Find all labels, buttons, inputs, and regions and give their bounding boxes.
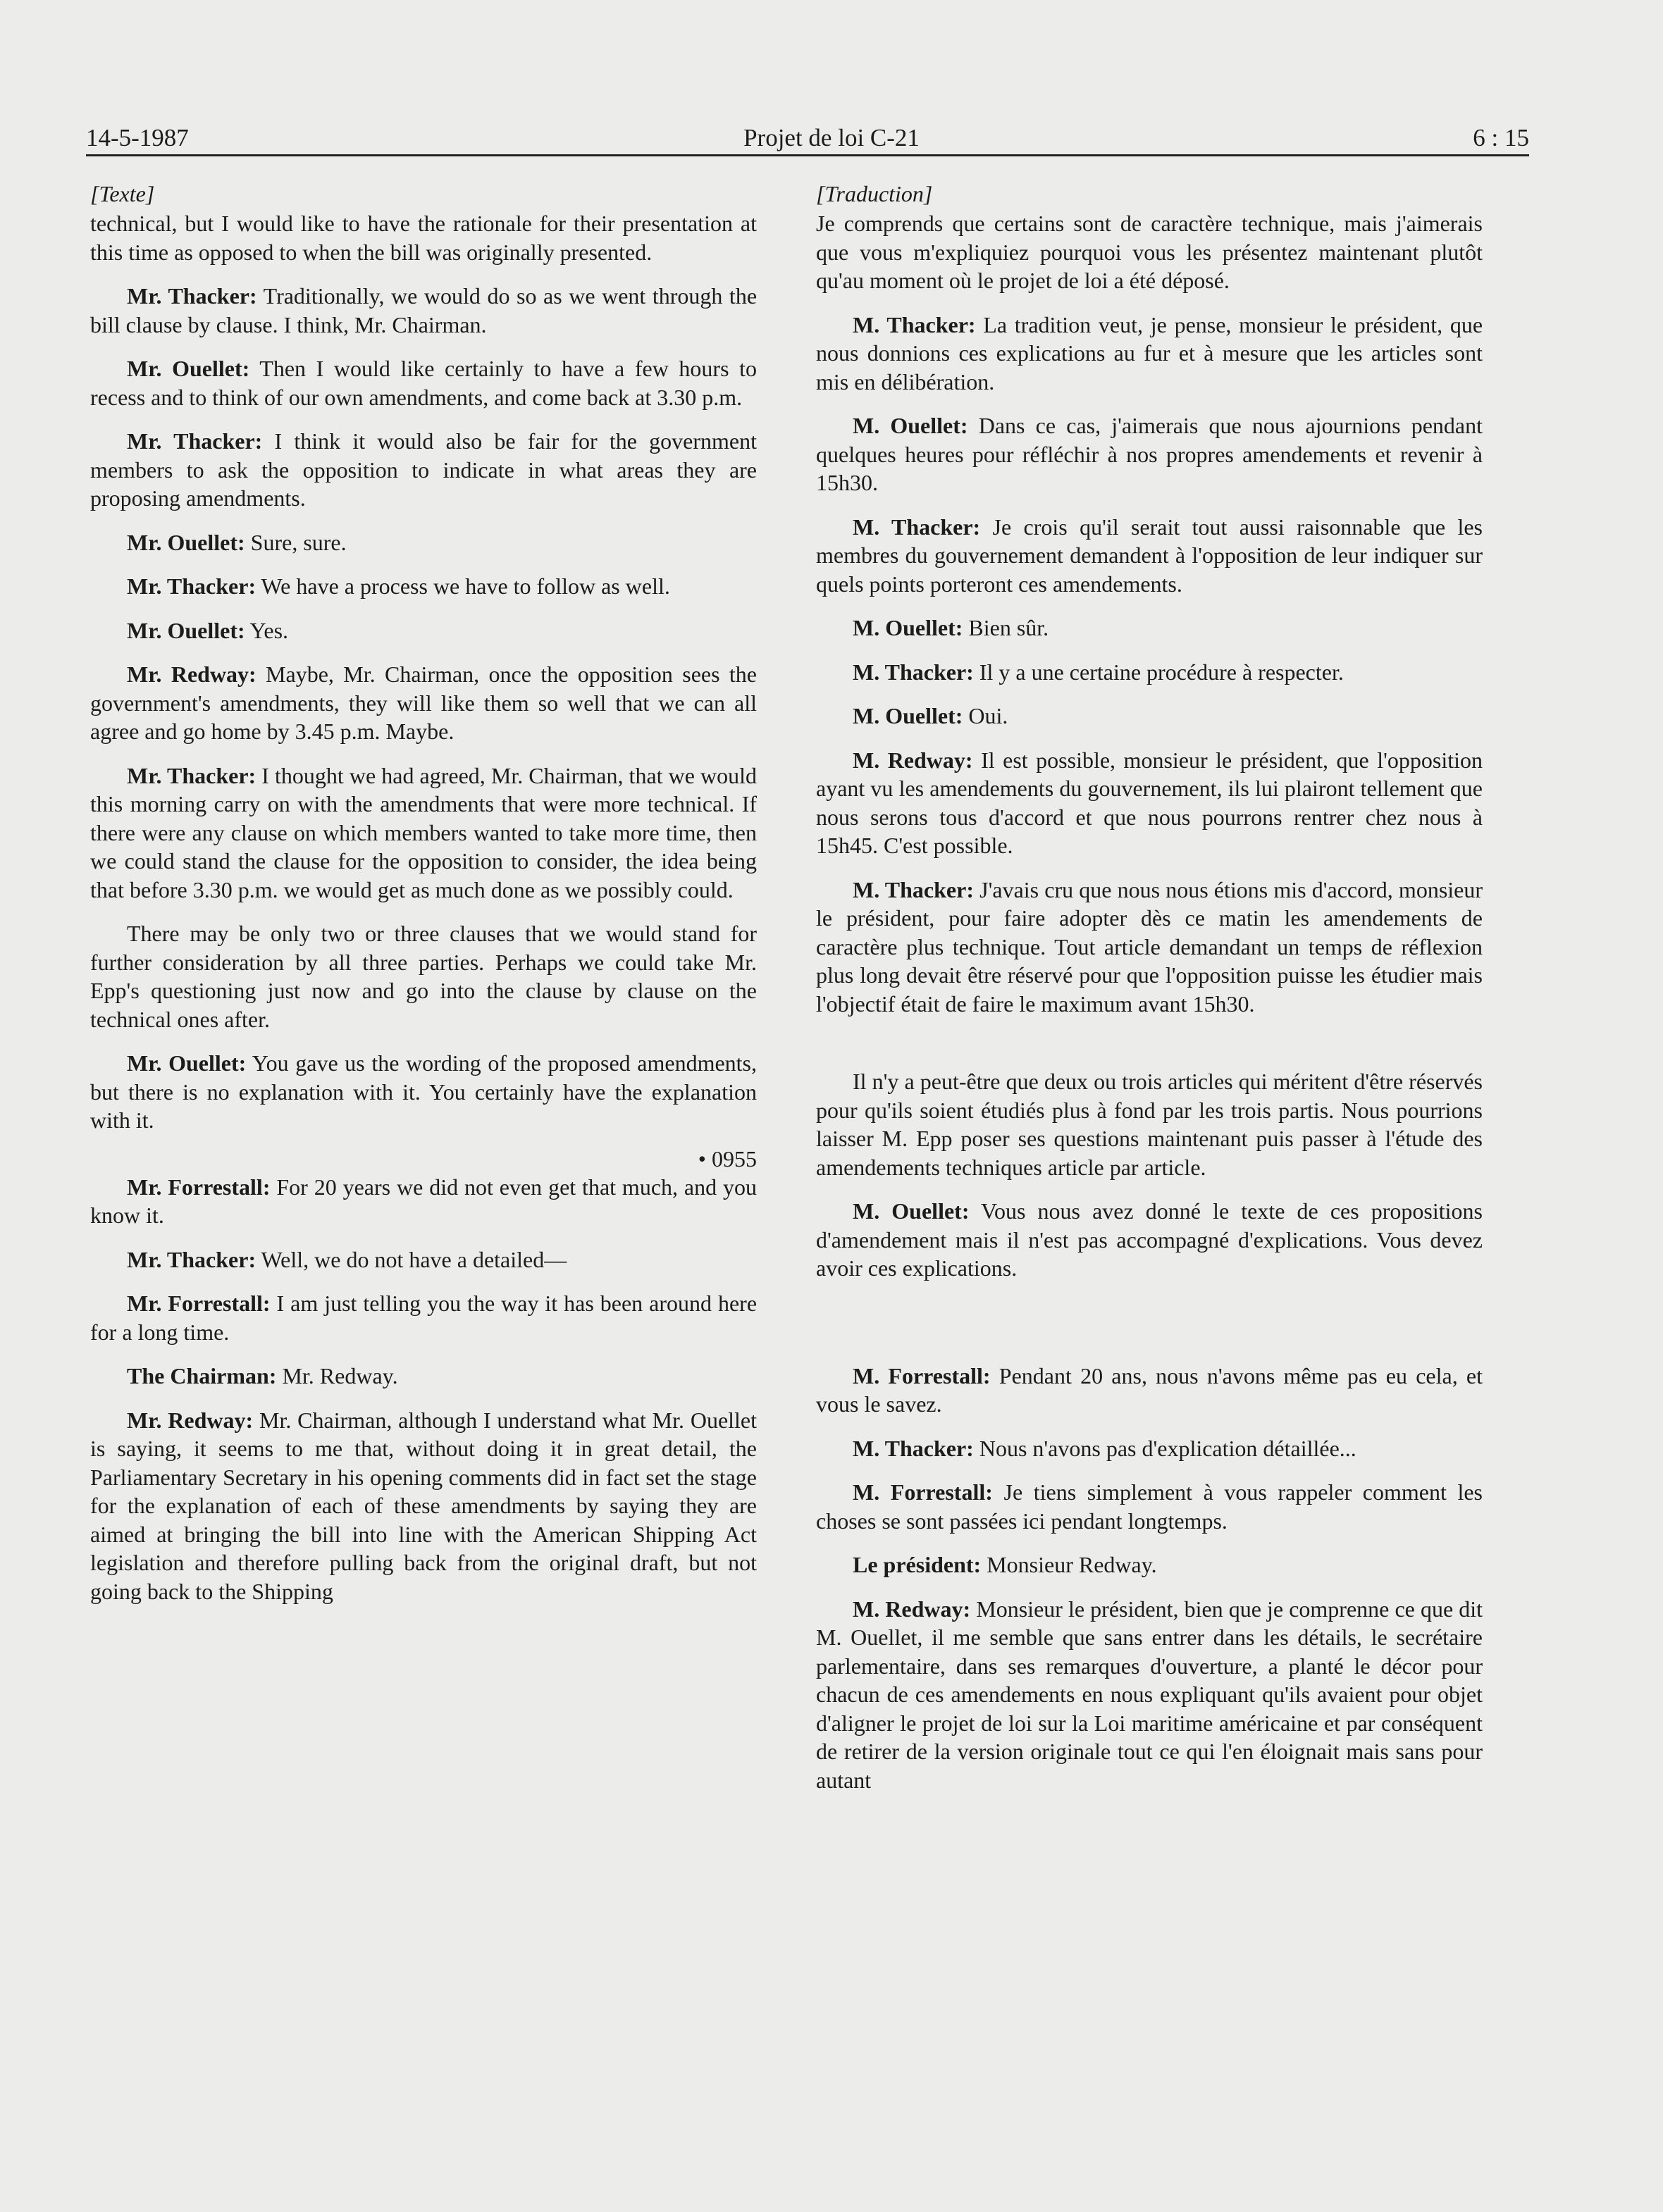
transcript-paragraph xyxy=(816,1434,1483,1463)
speaker-name: Mr. Thacker: xyxy=(127,283,257,309)
speaker-name: Mr. Forrestall: xyxy=(127,1291,271,1316)
speech-text: Oui. xyxy=(968,703,1008,728)
transcript-paragraph xyxy=(90,919,757,1033)
speaker-name: M. Ouellet: xyxy=(853,413,968,438)
header-date: 14-5-1987 xyxy=(86,124,189,151)
speech-text: Mr. Redway. xyxy=(282,1363,398,1388)
speaker-name: M. Thacker: xyxy=(853,876,974,902)
transcript-paragraph xyxy=(90,1173,757,1230)
speech-text: You gave us the wording of the proposed amendments, but there is no explanation with it. You certainly have the explanation with it. xyxy=(90,1050,758,1133)
transcript-paragraph xyxy=(90,427,757,513)
speaker-name: M. Thacker: xyxy=(853,659,974,685)
transcript-paragraph xyxy=(816,614,1483,642)
speaker-name: The Chairman: xyxy=(127,1363,277,1388)
speech-text: Il n'y a peut-être que deux ou trois articles qui méritent d'être réservés pour qu'ils soient étudiés plus à fond par les trois partis. Nous pourrions laisser M. Epp poser ses questions maintenant puis passer à l'étude des amendements techniques article par article. xyxy=(816,1069,1483,1180)
speech-text: Monsieur Redway. xyxy=(987,1552,1157,1577)
column-french xyxy=(816,180,1483,1810)
transcript-paragraph xyxy=(90,528,757,557)
speaker-name: Mr. Ouellet: xyxy=(127,529,245,555)
column-heading-english: [Texte] xyxy=(90,181,155,206)
speaker-name: Mr. Redway: xyxy=(127,661,256,687)
transcript-paragraph xyxy=(816,311,1483,397)
speech-text: Monsieur le président, bien que je comprenne ce que dit M. Ouellet, il me semble que sans entrer dans les détails, le secrétaire parlementaire, dans ses remarques d'ouverture, a planté le décor pour chacun de ces amendements en nous expliquant qu'ils avaient pour objet d'aligner le projet de loi sur la Loi maritime américaine et par conséquent de retirer de la version originale tout ce qui l'en éloignait mais sans pour autant xyxy=(816,1596,1483,1793)
speaker-name: Mr. Thacker: xyxy=(127,573,256,599)
speaker-name: Mr. Ouellet: xyxy=(127,617,245,643)
transcript-paragraph xyxy=(90,1245,757,1274)
speaker-name: Mr. Ouellet: xyxy=(127,1050,247,1076)
continuation-paragraph: Je comprends que certains sont de caractère technique, mais j'aimerais que vous m'expliquiez pourquoi vous les présentez maintenant plutôt qu'au moment où le projet de loi a été déposé. xyxy=(816,211,1483,293)
transcript-paragraph xyxy=(90,1406,757,1606)
speaker-name: M. Redway: xyxy=(853,1596,971,1622)
speech-text: Vous nous avez donné le texte de ces propositions d'amendement mais il n'est pas accompagné d'explications. Vous devez avoir ces explications. xyxy=(816,1198,1483,1281)
transcript-paragraph xyxy=(90,1049,757,1135)
speech-text: I thought we had agreed, Mr. Chairman, that we would this morning carry on with the amendments that were more technical. If there were any clause on which members wanted to take more time, then we could stand the clause for the opposition to consider, the idea being that before 3.30 p.m. we would get as much done as we possibly could. xyxy=(90,762,757,902)
speaker-name: Mr. Thacker: xyxy=(127,762,256,788)
speaker-name: M. Thacker: xyxy=(853,1435,974,1461)
speaker-name: Mr. Forrestall: xyxy=(127,1174,271,1200)
transcript-paragraph xyxy=(90,572,757,601)
speech-text: Dans ce cas, j'aimerais que nous ajournions pendant quelques heures pour réfléchir à nos propres amendements et revenir à 15h30. xyxy=(816,413,1483,495)
transcript-paragraph xyxy=(816,1362,1483,1419)
speaker-name: M. Redway: xyxy=(853,747,973,773)
transcript-paragraph xyxy=(816,513,1483,599)
transcript-paragraph xyxy=(816,876,1483,1019)
speaker-name: M. Ouellet: xyxy=(853,703,963,728)
speaker-name: M. Ouellet: xyxy=(853,1198,970,1224)
speaker-name: Le président: xyxy=(853,1552,982,1577)
speech-text: Bien sûr. xyxy=(968,615,1049,640)
speaker-name: M. Thacker: xyxy=(853,514,981,540)
time-marker: • 0955 xyxy=(698,1145,757,1172)
speaker-name: Mr. Redway: xyxy=(127,1407,254,1433)
transcript-paragraph xyxy=(816,746,1483,860)
header-title: Projet de loi C-21 xyxy=(743,124,920,151)
header-rule xyxy=(86,154,1529,156)
transcript-paragraph xyxy=(90,354,757,411)
speech-text: Mr. Chairman, although I understand what Mr. Ouellet is saying, it seems to me that, without doing it in great detail, the Parliamentary Secretary in his opening comments did in fact set the stage for the explanation of each of these amendments by saying they are aimed at bringing the bill into line with the American Shipping Act legislation and therefore pulling back from the original draft, but not going back to the Shipping xyxy=(90,1407,758,1604)
transcript-paragraph xyxy=(90,1289,757,1346)
transcript-paragraph xyxy=(90,762,757,905)
speech-text: Yes. xyxy=(249,617,289,643)
speech-text: I am just telling you the way it has been around here for a long time. xyxy=(90,1291,758,1345)
transcript-paragraph xyxy=(816,702,1483,731)
transcript-paragraph xyxy=(816,411,1483,497)
speech-text: Then I would like certainly to have a few hours to recess and to think of our own amendments, and come back at 3.30 p.m. xyxy=(90,356,757,410)
speech-text: Traditionally, we would do so as we went through the bill clause by clause. I think, Mr. Chairman. xyxy=(90,283,758,337)
speech-text: Je crois qu'il serait tout aussi raisonnable que les membres du gouvernement demandent à l'opposition de leur indiquer sur quels points porteront ces amendements. xyxy=(816,514,1483,597)
speaker-name: M. Ouellet: xyxy=(853,615,963,640)
transcript-paragraph xyxy=(816,658,1483,687)
speech-text: Well, we do not have a detailed— xyxy=(261,1246,567,1272)
speech-text: Je tiens simplement à vous rappeler comment les choses se sont passées ici pendant longtemps. xyxy=(816,1479,1483,1534)
speaker-name: M. Forrestall: xyxy=(853,1362,991,1388)
transcript-paragraph xyxy=(816,1197,1483,1283)
speaker-name: M. Forrestall: xyxy=(853,1479,993,1505)
speech-text: Il est possible, monsieur le président, que l'opposition ayant vu les amendements du gouvernement, ils lui plairont tellement que nous serons tous d'accord et que nous pourrons rentrer chez nous à 15h45. C'est possible. xyxy=(816,747,1483,858)
transcript-paragraph xyxy=(816,1595,1483,1795)
transcript-paragraph xyxy=(90,282,757,339)
continuation-paragraph: technical, but I would like to have the rationale for their presentation at this time as opposed to when the bill was originally presented. xyxy=(90,211,757,265)
column-heading-french: [Traduction] xyxy=(816,181,933,206)
speech-text: We have a process we have to follow as well. xyxy=(261,573,670,599)
transcript-paragraph xyxy=(90,616,757,645)
speech-text: Nous n'avons pas d'explication détaillée... xyxy=(979,1435,1356,1461)
header-page-number: 6 : 15 xyxy=(1473,124,1529,151)
speaker-name: M. Thacker: xyxy=(853,311,976,337)
speech-text: Maybe, Mr. Chairman, once the opposition sees the government's amendments, they will like them so well that we can all agree and go home by 3.45 p.m. Maybe. xyxy=(90,661,757,744)
speech-text: La tradition veut, je pense, monsieur le président, que nous donnions ces explications au fur et à mesure que les articles sont mis en délibération. xyxy=(816,311,1483,394)
speech-text: For 20 years we did not even get that much, and you know it. xyxy=(90,1174,758,1228)
speaker-name: Mr. Thacker: xyxy=(127,1246,256,1272)
transcript-paragraph xyxy=(816,1067,1483,1181)
transcript-paragraph xyxy=(816,1551,1483,1579)
transcript-paragraph xyxy=(816,1478,1483,1535)
speech-text: Pendant 20 ans, nous n'avons même pas eu cela, et vous le savez. xyxy=(816,1362,1483,1417)
speech-text: Il y a une certaine procédure à respecter. xyxy=(979,659,1344,685)
speech-text: Sure, sure. xyxy=(250,529,347,555)
column-english xyxy=(90,180,757,1621)
transcript-paragraph xyxy=(90,660,757,746)
speech-text: I think it would also be fair for the government members to ask the opposition to indicate in what areas they are proposing amendments. xyxy=(90,428,758,511)
speech-text: J'avais cru que nous nous étions mis d'accord, monsieur le président, pour faire adopter dès ce matin les amendements de caractère plus technique. Tout article demandant un temps de réflexion plus long devait être réservé pour que l'opposition puisse les étudier mais l'objectif était de faire le maximum avant 15h30. xyxy=(816,876,1483,1017)
transcript-paragraph xyxy=(90,1362,757,1391)
speaker-name: Mr. Thacker: xyxy=(127,428,263,454)
speaker-name: Mr. Ouellet: xyxy=(127,356,250,381)
speech-text: There may be only two or three clauses that we would stand for further consideration by all three parties. Perhaps we could take Mr. Epp's questioning just now and go into the clause by clause on the technical ones after. xyxy=(90,921,757,1032)
